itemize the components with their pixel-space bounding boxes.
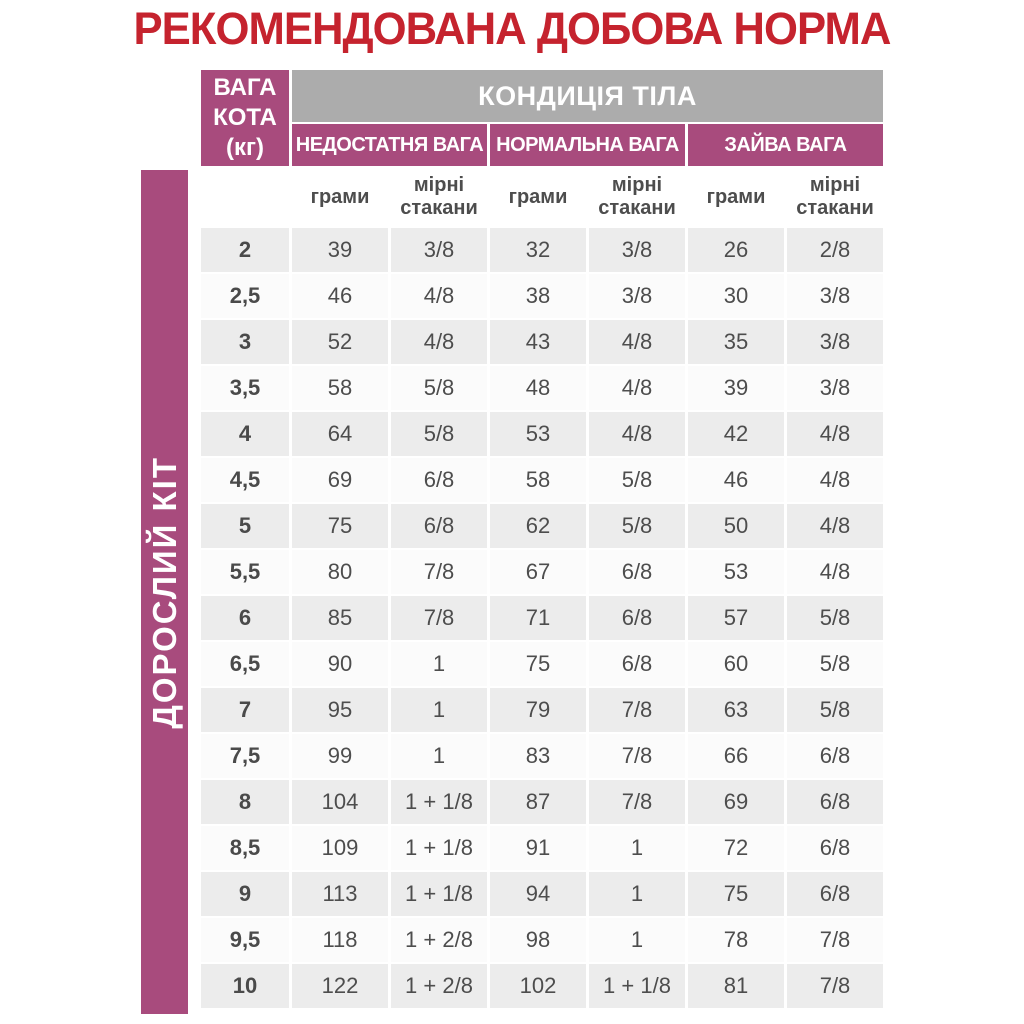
cups-cell: 5/8 — [391, 366, 487, 410]
grams-cell: 69 — [688, 780, 784, 824]
cups-cell: 6/8 — [787, 872, 883, 916]
grams-cell: 122 — [292, 964, 388, 1008]
cups-cell: 6/8 — [589, 642, 685, 686]
cups-cell: 7/8 — [787, 964, 883, 1008]
weight-cell: 6 — [201, 596, 289, 640]
weight-cell: 4,5 — [201, 458, 289, 502]
cups-cell: 1 — [589, 872, 685, 916]
weight-cell: 5 — [201, 504, 289, 548]
corner-spacer — [201, 168, 289, 226]
grams-cell: 98 — [490, 918, 586, 962]
cups-cell: 1 — [391, 642, 487, 686]
grams-cell: 69 — [292, 458, 388, 502]
table-row — [201, 458, 883, 502]
cups-cell: 4/8 — [589, 366, 685, 410]
table-row — [201, 366, 883, 410]
grams-cell: 26 — [688, 228, 784, 272]
cups-cell: 6/8 — [787, 734, 883, 778]
grams-cell: 46 — [688, 458, 784, 502]
cups-cell: 4/8 — [787, 550, 883, 594]
table-row — [201, 734, 883, 778]
grams-cell: 67 — [490, 550, 586, 594]
cups-cell: 6/8 — [589, 550, 685, 594]
cups-cell: 5/8 — [787, 642, 883, 686]
unit-header-cups: мірні стакани — [391, 168, 487, 226]
table-row — [201, 918, 883, 962]
grams-cell: 63 — [688, 688, 784, 732]
cups-cell: 1 + 1/8 — [391, 826, 487, 870]
unit-header-cups: мірні стакани — [787, 168, 883, 226]
table-row — [201, 274, 883, 318]
grams-cell: 113 — [292, 872, 388, 916]
page-title: РЕКОМЕНДОВАНА ДОБОВА НОРМА — [133, 3, 891, 54]
weight-cell: 3 — [201, 320, 289, 364]
grams-cell: 64 — [292, 412, 388, 456]
grams-cell: 39 — [292, 228, 388, 272]
grams-cell: 91 — [490, 826, 586, 870]
weight-cell: 2,5 — [201, 274, 289, 318]
weight-cell: 2 — [201, 228, 289, 272]
cups-cell: 4/8 — [787, 458, 883, 502]
grams-cell: 109 — [292, 826, 388, 870]
weight-cell: 6,5 — [201, 642, 289, 686]
cups-cell: 7/8 — [589, 734, 685, 778]
grams-cell: 57 — [688, 596, 784, 640]
cups-cell: 1 — [589, 826, 685, 870]
grams-cell: 85 — [292, 596, 388, 640]
header-row-top — [201, 70, 883, 122]
grams-cell: 39 — [688, 366, 784, 410]
weight-column-header: ВАГА КОТА (кг) — [201, 70, 289, 166]
cups-cell: 7/8 — [589, 780, 685, 824]
grams-cell: 83 — [490, 734, 586, 778]
weight-cell: 10 — [201, 964, 289, 1008]
cups-cell: 4/8 — [589, 320, 685, 364]
cups-cell: 4/8 — [391, 320, 487, 364]
grams-cell: 32 — [490, 228, 586, 272]
cups-cell: 1 + 2/8 — [391, 964, 487, 1008]
cups-cell: 1 + 1/8 — [391, 780, 487, 824]
grams-cell: 52 — [292, 320, 388, 364]
weight-cell: 7,5 — [201, 734, 289, 778]
cups-cell: 7/8 — [589, 688, 685, 732]
cups-cell: 4/8 — [589, 412, 685, 456]
grams-cell: 79 — [490, 688, 586, 732]
grams-cell: 72 — [688, 826, 784, 870]
weight-cell: 7 — [201, 688, 289, 732]
cups-cell: 7/8 — [787, 918, 883, 962]
grams-cell: 35 — [688, 320, 784, 364]
cups-cell: 6/8 — [589, 596, 685, 640]
table-row — [201, 412, 883, 456]
cups-cell: 5/8 — [391, 412, 487, 456]
grams-cell: 78 — [688, 918, 784, 962]
grams-cell: 75 — [688, 872, 784, 916]
grams-cell: 46 — [292, 274, 388, 318]
cups-cell: 1 + 2/8 — [391, 918, 487, 962]
grams-cell: 50 — [688, 504, 784, 548]
grams-cell: 95 — [292, 688, 388, 732]
cups-cell: 3/8 — [787, 366, 883, 410]
group-header-underweight: НЕДОСТАТНЯ ВАГА — [292, 124, 487, 166]
table-row — [201, 228, 883, 272]
weight-cell: 9 — [201, 872, 289, 916]
grams-cell: 48 — [490, 366, 586, 410]
cups-cell: 7/8 — [391, 596, 487, 640]
header-row-groups — [201, 124, 883, 166]
grams-cell: 87 — [490, 780, 586, 824]
grams-cell: 99 — [292, 734, 388, 778]
unit-header-grams: грами — [292, 168, 388, 226]
grams-cell: 30 — [688, 274, 784, 318]
unit-header-grams: грами — [688, 168, 784, 226]
table-body — [201, 228, 883, 1008]
cups-cell: 7/8 — [391, 550, 487, 594]
table-row — [201, 688, 883, 732]
table-row — [201, 780, 883, 824]
cups-cell: 1 — [391, 688, 487, 732]
weight-cell: 8,5 — [201, 826, 289, 870]
cups-cell: 3/8 — [391, 228, 487, 272]
weight-cell: 3,5 — [201, 366, 289, 410]
cups-cell: 5/8 — [589, 458, 685, 502]
grams-cell: 104 — [292, 780, 388, 824]
unit-header-grams: грами — [490, 168, 586, 226]
grams-cell: 118 — [292, 918, 388, 962]
table-row — [201, 550, 883, 594]
grams-cell: 75 — [490, 642, 586, 686]
cups-cell: 6/8 — [391, 504, 487, 548]
cups-cell: 2/8 — [787, 228, 883, 272]
cups-cell: 5/8 — [787, 596, 883, 640]
grams-cell: 75 — [292, 504, 388, 548]
cups-cell: 4/8 — [787, 412, 883, 456]
cups-cell: 3/8 — [589, 274, 685, 318]
cups-cell: 6/8 — [787, 780, 883, 824]
grams-cell: 58 — [490, 458, 586, 502]
cups-cell: 4/8 — [391, 274, 487, 318]
grams-cell: 60 — [688, 642, 784, 686]
grams-cell: 80 — [292, 550, 388, 594]
cups-cell: 1 + 1/8 — [391, 872, 487, 916]
grams-cell: 53 — [490, 412, 586, 456]
unit-header-cups: мірні стакани — [589, 168, 685, 226]
cups-cell: 1 + 1/8 — [589, 964, 685, 1008]
cups-cell: 3/8 — [787, 320, 883, 364]
table-row — [201, 872, 883, 916]
grams-cell: 90 — [292, 642, 388, 686]
table-row — [201, 596, 883, 640]
weight-cell: 9,5 — [201, 918, 289, 962]
header-row-units — [201, 168, 883, 226]
grams-cell: 94 — [490, 872, 586, 916]
grams-cell: 53 — [688, 550, 784, 594]
body-condition-header: КОНДИЦІЯ ТІЛА — [292, 70, 883, 122]
cups-cell: 3/8 — [787, 274, 883, 318]
weight-cell: 5,5 — [201, 550, 289, 594]
weight-cell: 4 — [201, 412, 289, 456]
cups-cell: 3/8 — [589, 228, 685, 272]
cups-cell: 4/8 — [787, 504, 883, 548]
table-row — [201, 964, 883, 1008]
cups-cell: 6/8 — [787, 826, 883, 870]
cups-cell: 6/8 — [391, 458, 487, 502]
table-row — [201, 320, 883, 364]
grams-cell: 81 — [688, 964, 784, 1008]
table-row — [201, 826, 883, 870]
cups-cell: 5/8 — [787, 688, 883, 732]
group-header-overweight: ЗАЙВА ВАГА — [688, 124, 883, 166]
grams-cell: 71 — [490, 596, 586, 640]
grams-cell: 66 — [688, 734, 784, 778]
group-header-normal-weight: НОРМАЛЬНА ВАГА — [490, 124, 685, 166]
grams-cell: 42 — [688, 412, 784, 456]
weight-cell: 8 — [201, 780, 289, 824]
cups-cell: 5/8 — [589, 504, 685, 548]
cups-cell: 1 — [589, 918, 685, 962]
grams-cell: 43 — [490, 320, 586, 364]
side-band — [141, 170, 188, 1014]
grams-cell: 102 — [490, 964, 586, 1008]
feeding-table — [198, 68, 886, 1010]
table-row — [201, 504, 883, 548]
cups-cell: 1 — [391, 734, 487, 778]
grams-cell: 38 — [490, 274, 586, 318]
grams-cell: 58 — [292, 366, 388, 410]
side-band-label: ДОРОСЛИЙ КІТ — [145, 455, 183, 729]
grams-cell: 62 — [490, 504, 586, 548]
table-row — [201, 642, 883, 686]
